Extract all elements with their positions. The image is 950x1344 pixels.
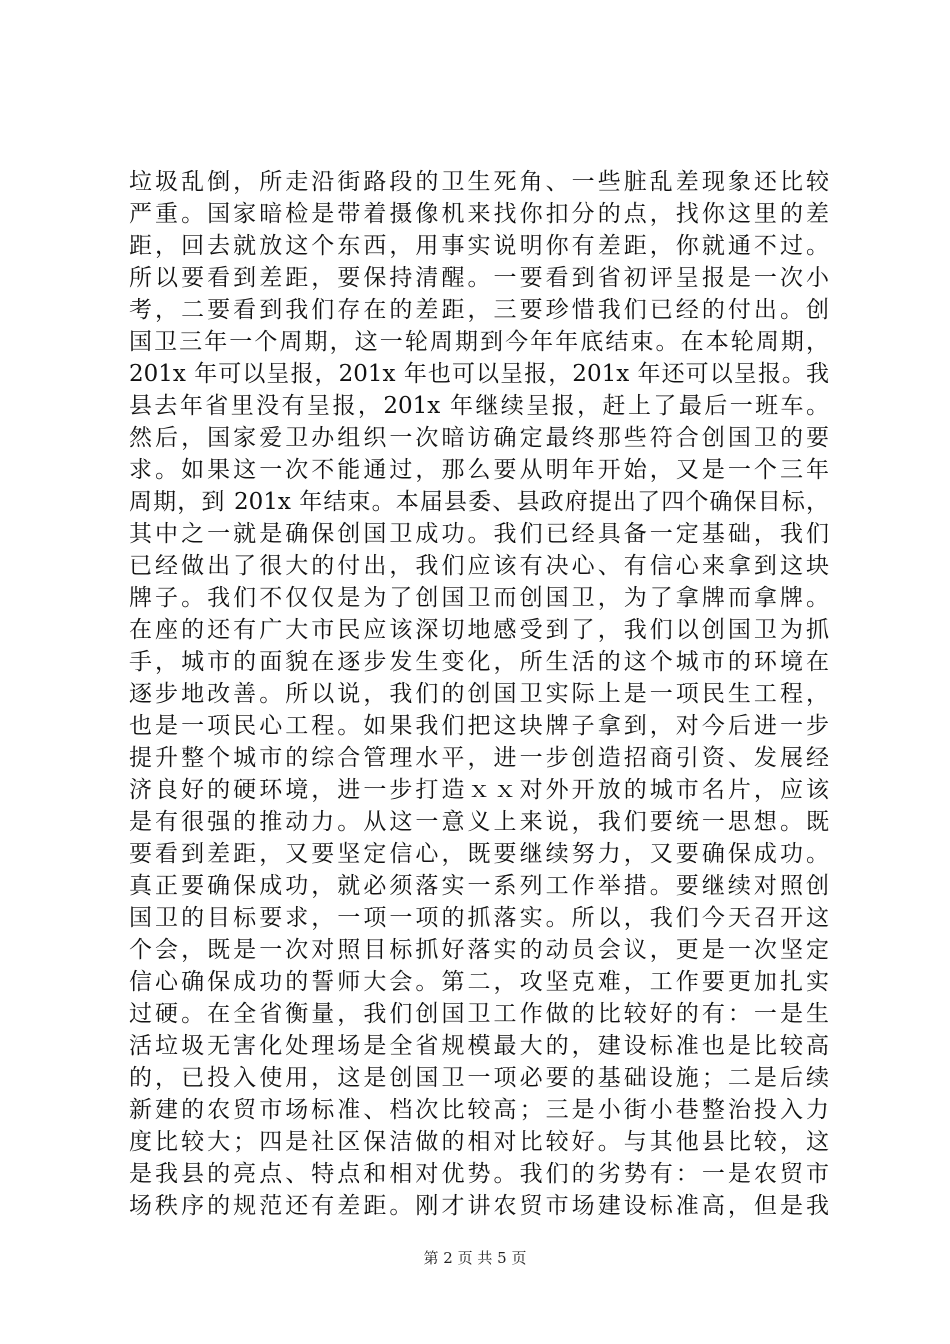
text-line: 活垃圾无害化处理场是全省规模最大的，建设标准也是比较高 (129, 1033, 829, 1059)
text-line: 场秩序的规范还有差距。刚才讲农贸市场建设标准高，但是我 (129, 1193, 829, 1219)
text-line: 垃圾乱倒，所走沿街路段的卫生死角、一些脏乱差现象还比较 (129, 169, 829, 195)
text-line: 信心确保成功的誓师大会。第二，攻坚克难，工作要更加扎实 (129, 969, 829, 995)
text-line: 是有很强的推动力。从这一意义上来说，我们要统一思想。既 (129, 809, 829, 835)
text-line: 201x 年可以呈报，201x 年也可以呈报，201x 年还可以呈报。我 (129, 361, 829, 387)
page-number-footer: 第 2 页 共 5 页 (423, 1249, 527, 1267)
text-line: 考，二要看到我们存在的差距，三要珍惜我们已经的付出。创 (129, 297, 829, 323)
text-line: 新建的农贸市场标准、档次比较高；三是小街小巷整治投入力 (129, 1097, 829, 1123)
text-line: 逐步地改善。所以说，我们的创国卫实际上是一项民生工程， (129, 681, 829, 707)
text-line: 县去年省里没有呈报，201x 年继续呈报，赶上了最后一班车。 (129, 393, 829, 419)
text-line: 然后，国家爱卫办组织一次暗访确定最终那些符合创国卫的要 (129, 425, 829, 451)
text-line: 距，回去就放这个东西，用事实说明你有差距，你就通不过。 (129, 233, 829, 259)
text-line: 手，城市的面貌在逐步发生变化，所生活的这个城市的环境在 (129, 649, 829, 675)
text-line: 过硬。在全省衡量，我们创国卫工作做的比较好的有：一是生 (129, 1001, 829, 1027)
text-line: 济良好的硬环境，进一步打造ｘｘ对外开放的城市名片，应该 (129, 777, 829, 803)
text-line: 也是一项民心工程。如果我们把这块牌子拿到，对今后进一步 (129, 713, 829, 739)
text-line: 所以要看到差距，要保持清醒。一要看到省初评呈报是一次小 (129, 265, 829, 291)
text-line: 求。如果这一次不能通过，那么要从明年开始，又是一个三年 (129, 457, 829, 483)
text-line: 国卫的目标要求，一项一项的抓落实。所以，我们今天召开这 (129, 905, 829, 931)
text-line: 在座的还有广大市民应该深切地感受到了，我们以创国卫为抓 (129, 617, 829, 643)
text-line: 严重。国家暗检是带着摄像机来找你扣分的点，找你这里的差 (129, 201, 829, 227)
text-line: 其中之一就是确保创国卫成功。我们已经具备一定基础，我们 (129, 521, 829, 547)
text-line: 国卫三年一个周期，这一轮周期到今年年底结束。在本轮周期， (129, 329, 829, 355)
text-line: 度比较大；四是社区保洁做的相对比较好。与其他县比较，这 (129, 1129, 829, 1155)
body-text (129, 166, 829, 1222)
text-line: 真正要确保成功，就必须落实一系列工作举措。要继续对照创 (129, 873, 829, 899)
text-line: 提升整个城市的综合管理水平，进一步创造招商引资、发展经 (129, 745, 829, 771)
text-line: 要看到差距，又要坚定信心，既要继续努力，又要确保成功。 (129, 841, 829, 867)
text-line: 是我县的亮点、特点和相对优势。我们的劣势有：一是农贸市 (129, 1161, 829, 1187)
text-line: 牌子。我们不仅仅是为了创国卫而创国卫，为了拿牌而拿牌。 (129, 585, 829, 611)
text-line: 已经做出了很大的付出，我们应该有决心、有信心来拿到这块 (129, 553, 829, 579)
text-line: 周期，到 201x 年结束。本届县委、县政府提出了四个确保目标， (129, 489, 829, 515)
text-line: 个会，既是一次对照目标抓好落实的动员会议，更是一次坚定 (129, 937, 829, 963)
text-line: 的，已投入使用，这是创国卫一项必要的基础设施；二是后续 (129, 1065, 829, 1091)
